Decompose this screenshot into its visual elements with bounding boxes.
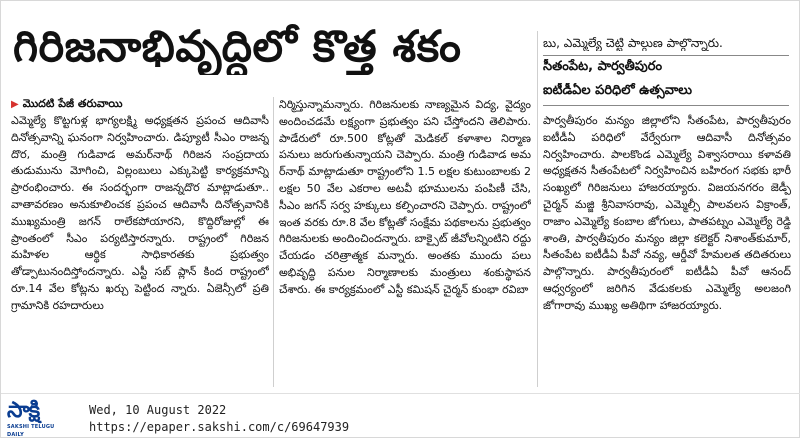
headline: గిరిజనాభివృద్ధిలో కొత్త శకం: [13, 22, 462, 72]
continued-label-text: మొదటి పేజీ తరువాయి: [22, 97, 123, 110]
section-divider: [543, 105, 789, 106]
epaper-url[interactable]: https://epaper.sakshi.com/c/69647939: [89, 420, 350, 434]
footer-divider: [1, 393, 800, 394]
article-column-3: పార్వతీపురం మన్యం జిల్లాలోని సీతంపేట, పార్వతీపురం ఐటీడీఏ పరిధిలో వేర్వేరుగా ఆదివాసీ దినోత్సవం నిర్వహించారు. పాలకొండ ఎమ్మెల్యే విశ్వాసరాయి కళావతి అధ్యక్షతన సీతంపేటలో నిర్వహించిన బహిరంగ సభకు భారీ సంఖ్యలో గిరిజనులు హాజరయ్యారు. విజయనగరం జెడ్పీ చైర్మన్ మజ్జి శ్రీనివాసరావు, ఎమ్మెల్సీ పాలవలస విక్రాంత్, రాజాం ఎమ్మెల్యే కంబాల జోగులు, పాతపట్నం ఎమ్మెల్యే రెడ్డి శాంతి, పార్వతీపురం మన్యం జిల్లా కలెక్టర్ నిశాంత్‌కుమార్, సీతంపేట ఐటీడీఏ పీవో నవ్య, ఆర్డీవో హేమలత తదితరులు పాల్గొన్నారు. పార్వతీపురంలో ఐటీడీఏ పీవో ఆనంద్ ఆధ్వర్యంలో జరిగిన వేడుకలకు ఎమ్మెల్యే అలజంగి జోగారావు ముఖ్య అతిథిగా హాజరయ్యారు.: [543, 114, 791, 312]
column-divider: [537, 31, 538, 387]
continued-label: [11, 97, 123, 113]
column-divider: [273, 97, 274, 387]
article-column-2: నిర్మిస్తున్నామన్నారు. గిరిజనులకు నాణ్యమైన విద్య, వైద్యం అందించడమే లక్ష్యంగా ప్రభుత్వం పని చేస్తోందని తెలిపారు. పాడేరులో రూ.500 కోట్లతో మెడికల్ కళాశాల నిర్మాణ పనులు జరుగుతున్నాయని చెప్పారు. మంత్రి గుడివాడ అమ ర్‌నాథ్ మాట్లాడుతూ రాష్ట్రంలోని 1.5 లక్షల కుటుంబాలకు 2 లక్షల 50 వేల ఎకరాల అటవీ భూములను పంపిణీ చేసి, సీఎం జగన్ సర్వ హక్కులు కల్పించారని చెప్పారు. రాష్ట్రంలో ఇంత వరకు రూ.8 వేల కోట్లతో సంక్షేమ పథకాలను ప్రభుత్వం గిరిజనులకు అందించిందన్నారు. బాక్సైట్ జీవోలన్నింటిని రద్దు చేయడం చరిత్రాత్మక మన్నారు. అంతకు ముందు పలు అభివృద్ధి పనుల నిర్మాణాలకు మంత్రులు శంకుస్థాపన చేశారు. ఈ కార్యక్రమంలో ఎస్టీ కమిషన్ చైర్మన్ కుంభా రవిబా: [279, 98, 531, 296]
section-divider: [543, 55, 789, 56]
right-column-top-line: బు, ఎమ్మెల్యే చెట్టి పాల్గుణ పాల్గొన్నారు.: [543, 36, 723, 50]
logo-subtext: SAKSHI TELUGU DAILY: [7, 424, 55, 438]
arrow-right-icon: ▶: [11, 99, 19, 110]
dateline: సీతంపేట, పార్వతీపురం: [543, 59, 663, 74]
subheading: ఐటీడీఏల పరిధిలో ఉత్సవాలు: [543, 83, 692, 98]
publication-date: Wed, 10 August 2022: [89, 403, 227, 417]
sakshi-logo: [7, 398, 69, 438]
article-column-1: ఎమ్మెల్యే కొట్టగుళ్ల భాగ్యలక్ష్మి అధ్యక్షతన ప్రపంచ ఆదివాసీ దినోత్సవాన్ని ఘనంగా నిర్వహించారు. డిప్యూటీ సీఎం రాజన్న దొర, మంత్రి గుడివాడ అమర్‌నాథ్ గిరిజన సంప్రదాయ తుడుమును మోగించి, విల్లంబులు ఎక్కుపెట్టి కార్యక్రమాన్ని ప్రారంభించారు. ఈ సందర్భంగా రాజన్నదొర మాట్లాడుతూ.. వాతావరణం అనుకూలించక ప్రపంచ ఆదివాసీ దినోత్సవానికి ముఖ్యమంత్రి జగన్ రాలేకపోయారని, కొద్దిరోజుల్లో ఈ ప్రాంతంలో సీఎం పర్యటిస్తారన్నారు. రాష్ట్రంలో గిరిజన మహిళల ఆర్థిక సాధికారతకు ప్రభుత్వం తోడ్పాటునందిస్తోందన్నారు. ఎస్టీ సబ్ ప్లాన్ కింద రాష్ట్రంలో రూ.14 వేల కోట్లను ఖర్చు పెట్టింద న్నారు. ఏజెన్సీలో ప్రతి గ్రామానికి రహదారులు: [11, 114, 269, 312]
logo-text: సాక్షి: [7, 398, 40, 423]
